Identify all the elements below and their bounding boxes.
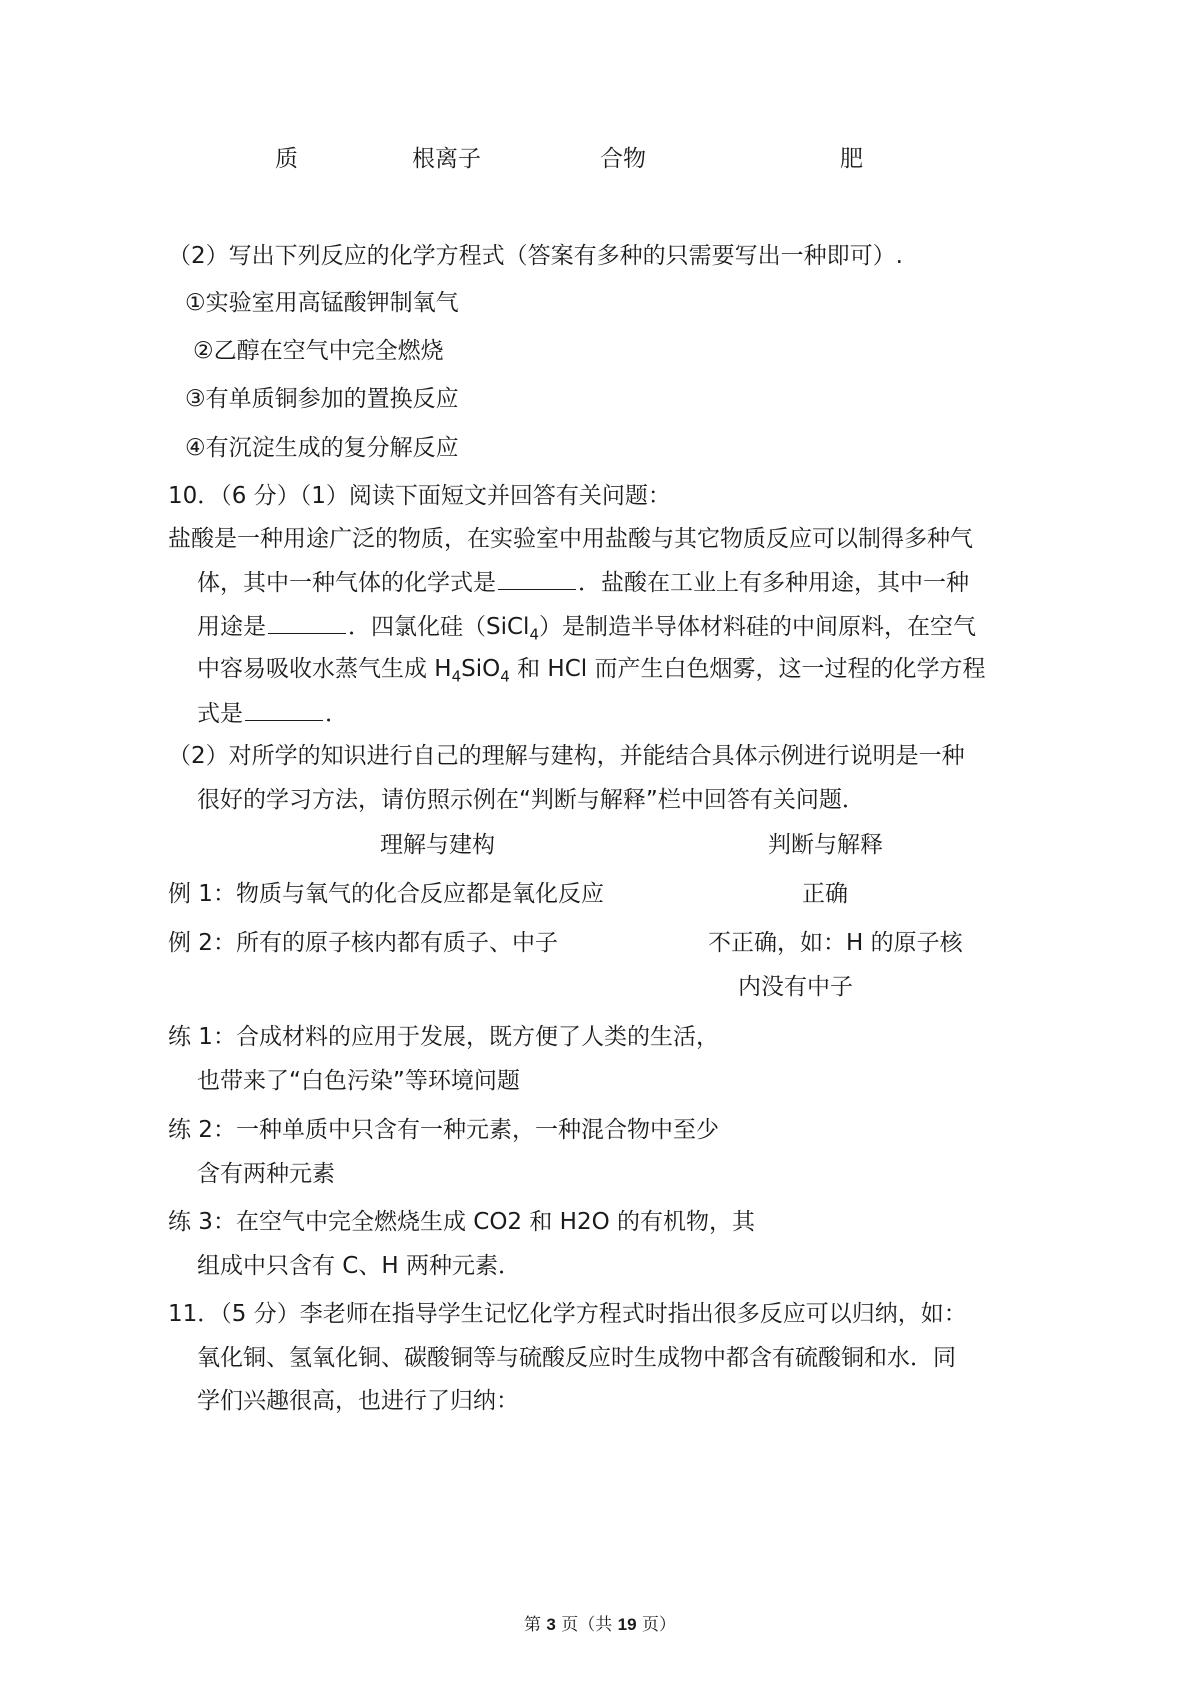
footer-suffix: 页） (636, 1615, 676, 1635)
q10-paragraph-line: 盐酸是一种用途广泛的物质，在实验室中用盐酸与其它物质反应可以制得多种气 (168, 526, 973, 552)
q10-paragraph-line (197, 611, 976, 642)
q10-part2-line: 很好的学习方法，请仿照示例在“判断与解释”栏中回答有关问题． (197, 787, 865, 813)
subscript: 4 (500, 667, 510, 686)
top-row-cell-3: 合物 (600, 146, 646, 172)
q10-text: 中容易吸收水蒸气生成 H (197, 656, 452, 682)
q11-line: 氧化铜、氢氧化铜、碳酸铜等与硫酸反应时生成物中都含有硫酸铜和水．同 (197, 1345, 956, 1371)
subscript: 4 (451, 667, 462, 686)
q10-text: SiO (461, 656, 501, 682)
top-row-cell-2: 根离子 (412, 146, 481, 172)
q10-text: 用途是 (197, 614, 266, 640)
q9-item-2: ②乙醇在空气中完全燃烧 (193, 338, 444, 364)
answer-blank (268, 611, 346, 634)
q10-part2-line: （2）对所学的知识进行自己的理解与建构，并能结合具体示例进行说明是一种 (168, 743, 965, 769)
subscript: 4 (529, 625, 539, 644)
example-2-right: 不正确，如：H 的原子核 (708, 930, 963, 956)
practice-3: 组成中只含有 C、H 两种元素． (197, 1253, 521, 1279)
q10-header: 10．（6 分）（1）阅读下面短文并回答有关问题： (168, 483, 671, 509)
top-row-cell-1: 质 (275, 146, 298, 172)
q10-text: ．盐酸在工业上有多种用途，其中一种 (578, 570, 969, 596)
q9-item-3: ③有单质铜参加的置换反应 (185, 386, 459, 412)
q10-text: ．四氯化硅（SiCl (348, 614, 530, 640)
answer-blank (245, 698, 323, 721)
q10-text: 体，其中一种气体的化学式是 (197, 570, 496, 596)
answer-blank (498, 567, 576, 590)
example-2-left: 例 2：所有的原子核内都有质子、中子 (168, 930, 558, 956)
practice-1: 练 1：合成材料的应用于发展，既方便了人类的生活， (168, 1024, 719, 1050)
footer-prefix: 第 (523, 1615, 547, 1635)
q10-paragraph-line (197, 567, 969, 598)
q10-paragraph-line (197, 698, 348, 729)
q9-part2-header: （2）写出下列反应的化学方程式（答案有多种的只需要写出一种即可）. (168, 243, 903, 269)
footer-total-pages: 19 (617, 1615, 637, 1634)
q10-text: 式是 (197, 701, 243, 727)
example-2-right: 内没有中子 (738, 974, 853, 1000)
example-1-right: 正确 (802, 881, 848, 907)
table-header-right: 判断与解释 (768, 832, 883, 858)
practice-2: 含有两种元素 (197, 1161, 335, 1187)
q11-line: 11．（5 分）李老师在指导学生记忆化学方程式时指出很多反应可以归纳，如： (168, 1301, 967, 1327)
q9-item-4: ④有沉淀生成的复分解反应 (185, 435, 459, 461)
q10-text: 和 HCl 而产生白色烟雾，这一过程的化学方程 (509, 656, 986, 682)
footer-middle: 页（共 (555, 1615, 618, 1635)
q10-paragraph-line (197, 654, 985, 684)
q11-line: 学们兴趣很高，也进行了归纳： (197, 1388, 519, 1414)
practice-3: 练 3：在空气中完全燃烧生成 CO2 和 H2O 的有机物，其 (168, 1209, 756, 1235)
practice-2: 练 2：一种单质中只含有一种元素，一种混合物中至少 (168, 1117, 719, 1143)
footer-page-number: 3 (546, 1615, 556, 1634)
page-footer (0, 1610, 1200, 1635)
example-1-left: 例 1：物质与氧气的化合反应都是氧化反应 (168, 881, 604, 907)
practice-1: 也带来了“白色污染”等环境问题 (197, 1068, 520, 1094)
table-header-left: 理解与建构 (380, 832, 495, 858)
top-row-cell-4: 肥 (840, 146, 863, 172)
q10-text: ）是制造半导体材料硅的中间原料，在空气 (539, 614, 976, 640)
q10-text: ． (325, 701, 348, 727)
q9-item-1: ①实验室用高锰酸钾制氧气 (185, 290, 459, 316)
